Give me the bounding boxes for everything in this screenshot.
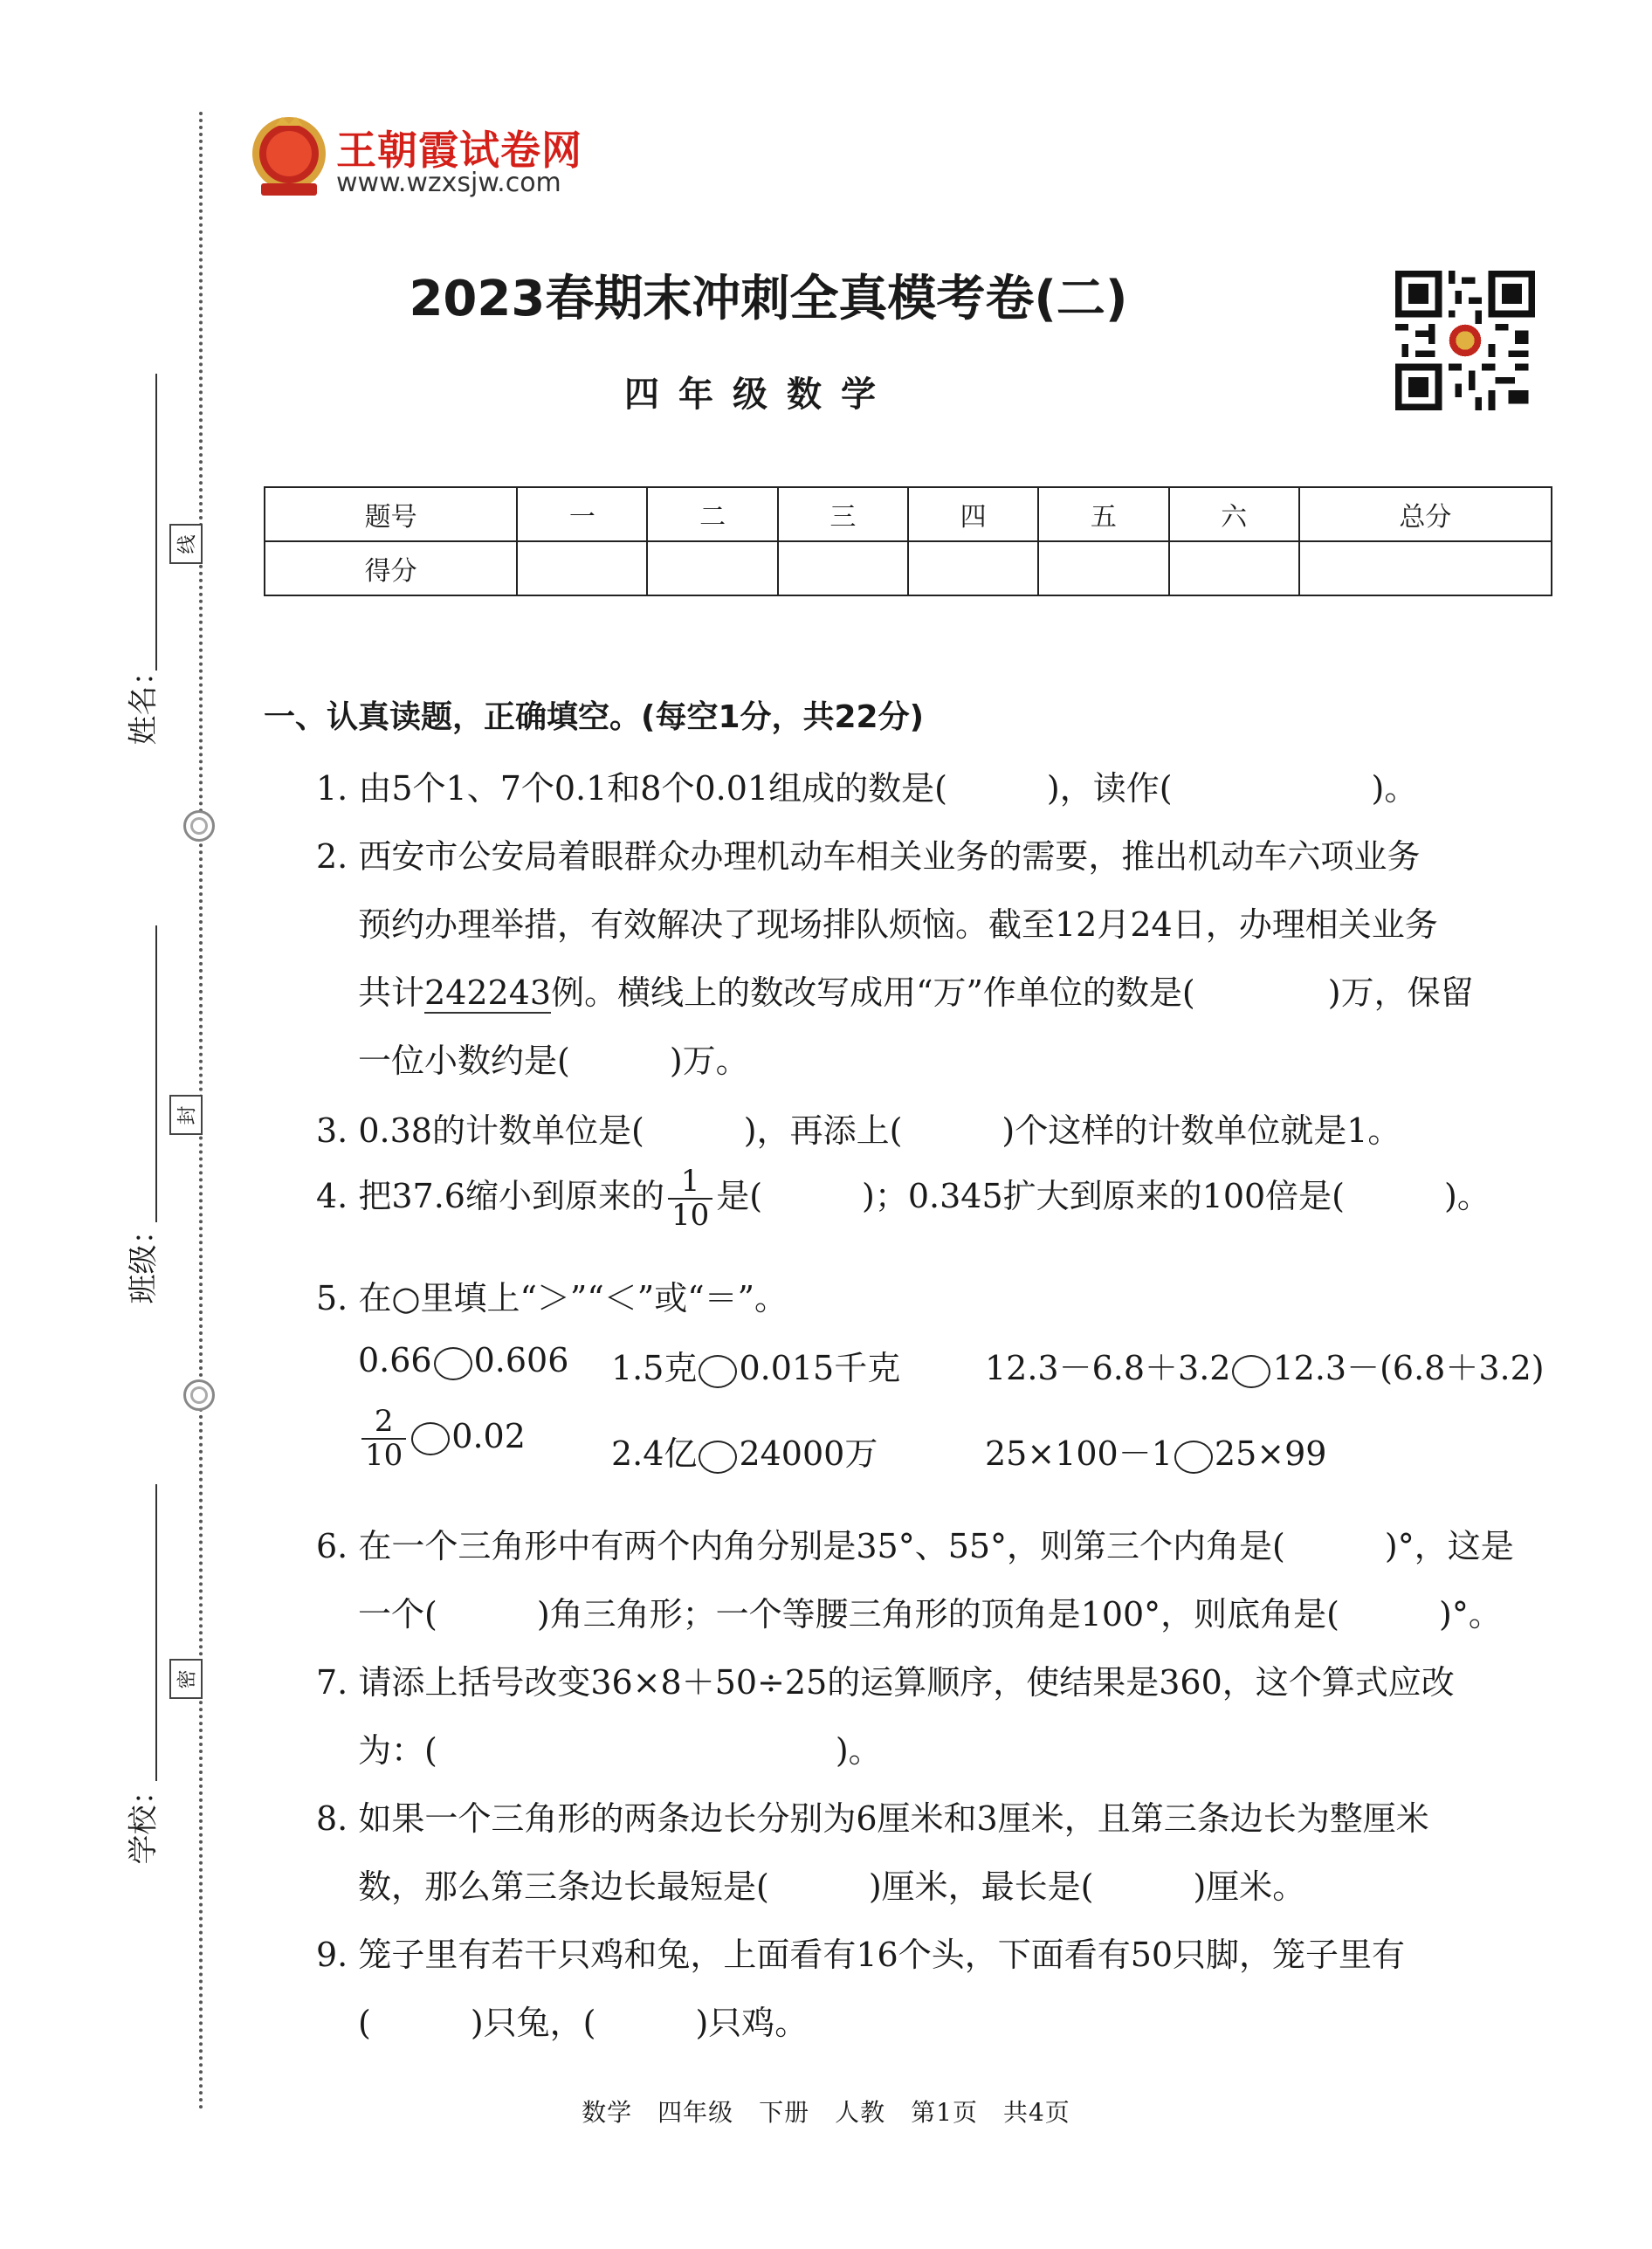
underlined-number: 242243 — [424, 973, 552, 1012]
compare-item: $\frac{2}{10}$ 0.02 — [358, 1406, 526, 1473]
compare-circle[interactable] — [434, 1347, 472, 1380]
score-table — [264, 486, 1552, 596]
score-cell[interactable] — [647, 541, 777, 595]
question-6-line-2: 一个( )角三角形；一个等腰三角形的顶角是100°，则底角是( )°。 — [358, 1595, 1502, 1633]
question-5: 5. 在○里填上“＞”“＜”或“＝”。 — [316, 1279, 788, 1317]
binding-mark-line: 线 — [169, 524, 203, 564]
logo-url: www.wzxsjw.com — [336, 168, 561, 198]
question-2-line-1: 2. 西安市公安局着眼群众办理机动车相关业务的需要，推出机动车六项业务 — [316, 837, 1421, 876]
brand-logo — [249, 113, 633, 210]
logo-emblem-icon — [249, 113, 329, 201]
question-4: 4. 把37.6缩小到原来的 $\frac{1}{10}$ 是( )；0.345扩大到原来的100倍是( )。 — [316, 1164, 1490, 1234]
question-1: 1. 由5个1、7个0.1和8个0.01组成的数是( )，读作( )。 — [316, 769, 1418, 808]
class-label: 班级： — [126, 1214, 162, 1304]
compare-circle[interactable] — [1174, 1441, 1213, 1474]
binding-hole-icon — [183, 810, 215, 842]
compare-circle[interactable] — [411, 1422, 450, 1455]
compare-item: 12.3－6.8＋3.2 12.3－(6.8＋3.2) — [985, 1349, 1545, 1387]
score-table-score-row — [265, 541, 1552, 595]
score-cell[interactable] — [1299, 541, 1552, 595]
question-7-line-2: 为：( )。 — [358, 1731, 882, 1770]
logo-title: 王朝霞试卷网 — [336, 127, 582, 174]
qr-code-icon — [1395, 271, 1535, 410]
question-6-line-1: 6. 在一个三角形中有两个内角分别是35°、55°，则第三个内角是( )°，这是 — [316, 1527, 1514, 1565]
binding-mark-secret: 密 — [169, 1659, 203, 1699]
score-table-header-row — [265, 487, 1552, 541]
score-table-header-cell: 四 — [908, 487, 1038, 541]
question-8-line-2: 数，那么第三条边长最短是( )厘米，最长是( )厘米。 — [358, 1867, 1306, 1906]
question-9-line-2: ( )只兔，( )只鸡。 — [358, 2004, 809, 2042]
score-cell[interactable] — [517, 541, 647, 595]
question-2-line-2: 预约办理举措，有效解决了现场排队烦恼。截至12月24日，办理相关业务 — [358, 905, 1438, 944]
score-table-header-cell: 六 — [1169, 487, 1299, 541]
question-7-line-1: 7. 请添上括号改变36×8＋50÷25的运算顺序，使结果是360，这个算式应改 — [316, 1663, 1455, 1702]
fraction-two-tenths: $\frac{2}{10}$ — [361, 1406, 406, 1473]
compare-item: 0.66 0.606 — [358, 1341, 569, 1379]
class-write-line — [155, 925, 157, 1222]
score-cell[interactable] — [1169, 541, 1299, 595]
score-table-header-cell: 一 — [517, 487, 647, 541]
score-cell[interactable] — [778, 541, 908, 595]
compare-circle[interactable] — [699, 1355, 737, 1388]
binding-mark-seal: 封 — [169, 1095, 203, 1135]
fraction-one-tenth: $\frac{1}{10}$ — [668, 1166, 712, 1233]
question-2-line-3: 共计242243例。横线上的数改写成用“万”作单位的数是( )万，保留 — [358, 973, 1474, 1012]
score-cell[interactable] — [1038, 541, 1168, 595]
name-label: 姓名： — [126, 656, 162, 746]
page-footer: 数学 四年级 下册 人教 第1页 共4页 — [582, 2098, 1070, 2127]
school-write-line — [155, 1484, 157, 1781]
question-3: 3. 0.38的计数单位是( )，再添上( )个这样的计数单位就是1。 — [316, 1111, 1401, 1150]
name-write-line — [155, 374, 157, 671]
question-2-line-4: 一位小数约是( )万。 — [358, 1042, 749, 1080]
question-9-line-1: 9. 笼子里有若干只鸡和兔，上面看有16个头，下面看有50只脚，笼子里有 — [316, 1936, 1406, 1974]
exam-title: 2023春期末冲刺全真模考卷(二) — [409, 271, 1128, 327]
binding-hole-icon — [183, 1379, 215, 1411]
section-1-heading: 一、认真读题，正确填空。(每空1分，共22分) — [264, 699, 925, 735]
compare-item: 1.5克 0.015千克 — [611, 1349, 901, 1387]
exam-subtitle: 四年级数学 — [624, 375, 895, 415]
score-table-header-cell: 五 — [1038, 487, 1168, 541]
school-label: 学校： — [126, 1775, 162, 1865]
score-table-header-cell: 三 — [778, 487, 908, 541]
compare-item: 25×100－1 25×99 — [985, 1434, 1327, 1473]
question-8-line-1: 8. 如果一个三角形的两条边长分别为6厘米和3厘米，且第三条边长为整厘米 — [316, 1799, 1429, 1838]
compare-circle[interactable] — [1232, 1355, 1270, 1388]
score-cell[interactable] — [908, 541, 1038, 595]
score-row-label: 得分 — [265, 541, 517, 595]
score-table-header-cell: 题号 — [265, 487, 517, 541]
compare-circle[interactable] — [699, 1441, 737, 1474]
compare-item: 2.4亿 24000万 — [611, 1434, 878, 1473]
score-table-header-cell: 总分 — [1299, 487, 1552, 541]
score-table-header-cell: 二 — [647, 487, 777, 541]
